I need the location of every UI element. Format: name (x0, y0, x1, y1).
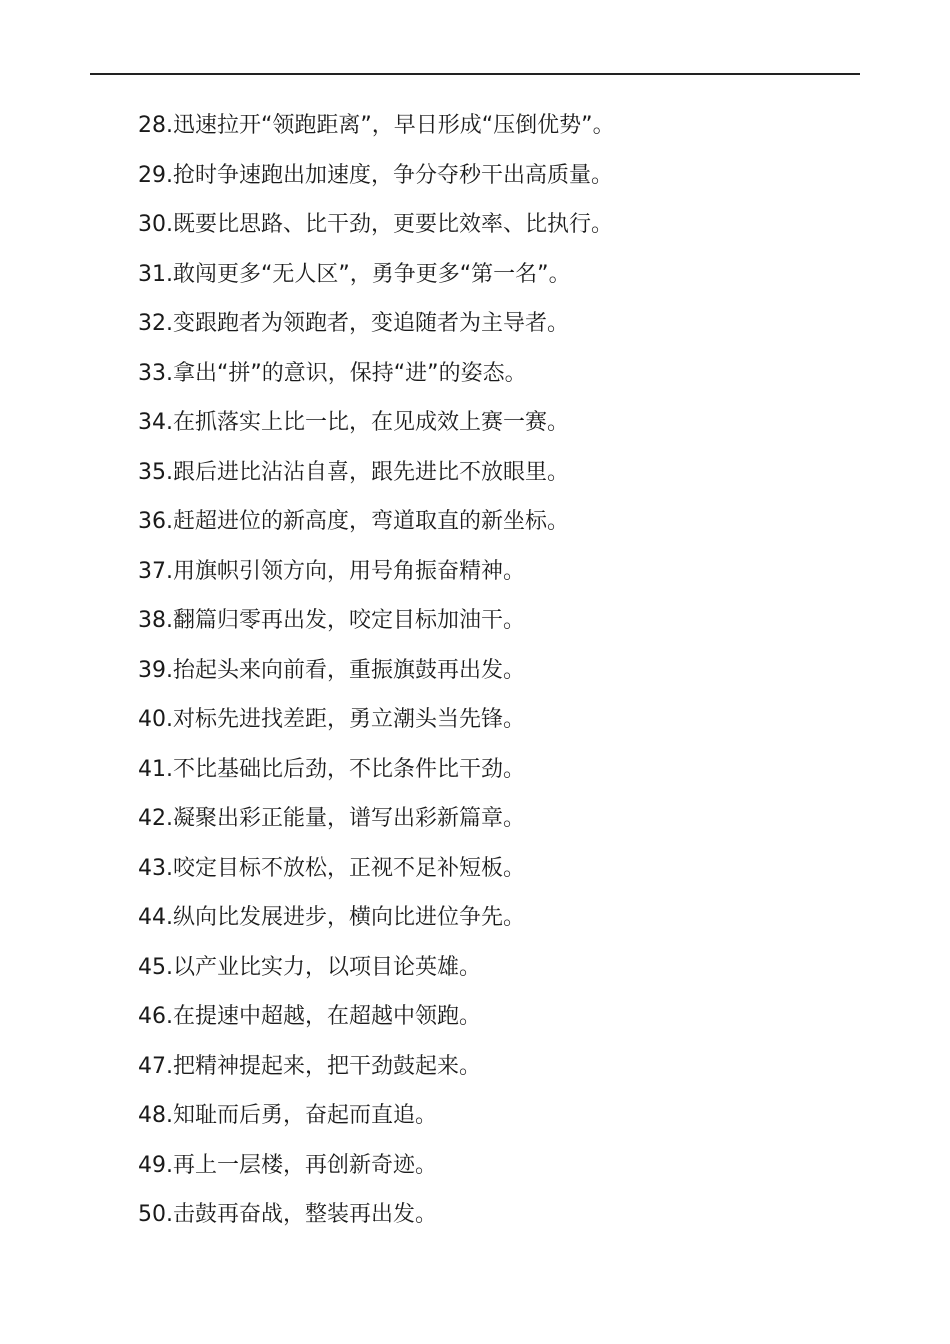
list-item: 42.凝聚出彩正能量，谱写出彩新篇章。 (138, 806, 525, 831)
list-item: 32.变跟跑者为领跑者，变追随者为主导者。 (138, 311, 569, 336)
list-item: 45.以产业比实力，以项目论英雄。 (138, 954, 481, 980)
list-item: 43.咬定目标不放松，正视不足补短板。 (138, 855, 525, 881)
list-item: 31.敢闯更多“无人区”，勇争更多“第一名”。 (138, 261, 571, 287)
list-item: 39.抬起头来向前看，重振旗鼓再出发。 (138, 657, 525, 683)
list-item: 35.跟后进比沾沾自喜，跟先进比不放眼里。 (138, 459, 569, 485)
list-item: 50.击鼓再奋战，整装再出发。 (138, 1202, 437, 1227)
list-item: 44.纵向比发展进步，横向比进位争先。 (138, 905, 525, 930)
list-item: 34.在抓落实上比一比，在见成效上赛一赛。 (138, 410, 569, 435)
list-item: 36.赶超进位的新高度，弯道取直的新坐标。 (138, 509, 569, 534)
list-item: 46.在提速中超越，在超越中领跑。 (138, 1004, 481, 1029)
list-item: 41.不比基础比后劲，不比条件比干劲。 (138, 756, 525, 782)
header-divider (90, 73, 860, 75)
list-item: 49.再上一层楼，再创新奇迹。 (138, 1152, 437, 1178)
list-item: 28.迅速拉开“领跑距离”，早日形成“压倒优势”。 (138, 113, 615, 138)
list-item: 29.抢时争速跑出加速度，争分夺秒干出高质量。 (138, 162, 613, 188)
list-item: 47.把精神提起来，把干劲鼓起来。 (138, 1053, 481, 1079)
list-item: 30.既要比思路、比干劲，更要比效率、比执行。 (138, 212, 613, 237)
list-item: 33.拿出“拼”的意识，保持“进”的姿态。 (138, 360, 527, 386)
list-item: 48.知耻而后勇，奋起而直追。 (138, 1103, 437, 1128)
list-item: 37.用旗帜引领方向，用号角振奋精神。 (138, 558, 525, 584)
list-item: 38.翻篇归零再出发，咬定目标加油干。 (138, 608, 525, 633)
list-item: 40.对标先进找差距，勇立潮头当先锋。 (138, 707, 525, 732)
slogan-list (138, 101, 858, 1240)
